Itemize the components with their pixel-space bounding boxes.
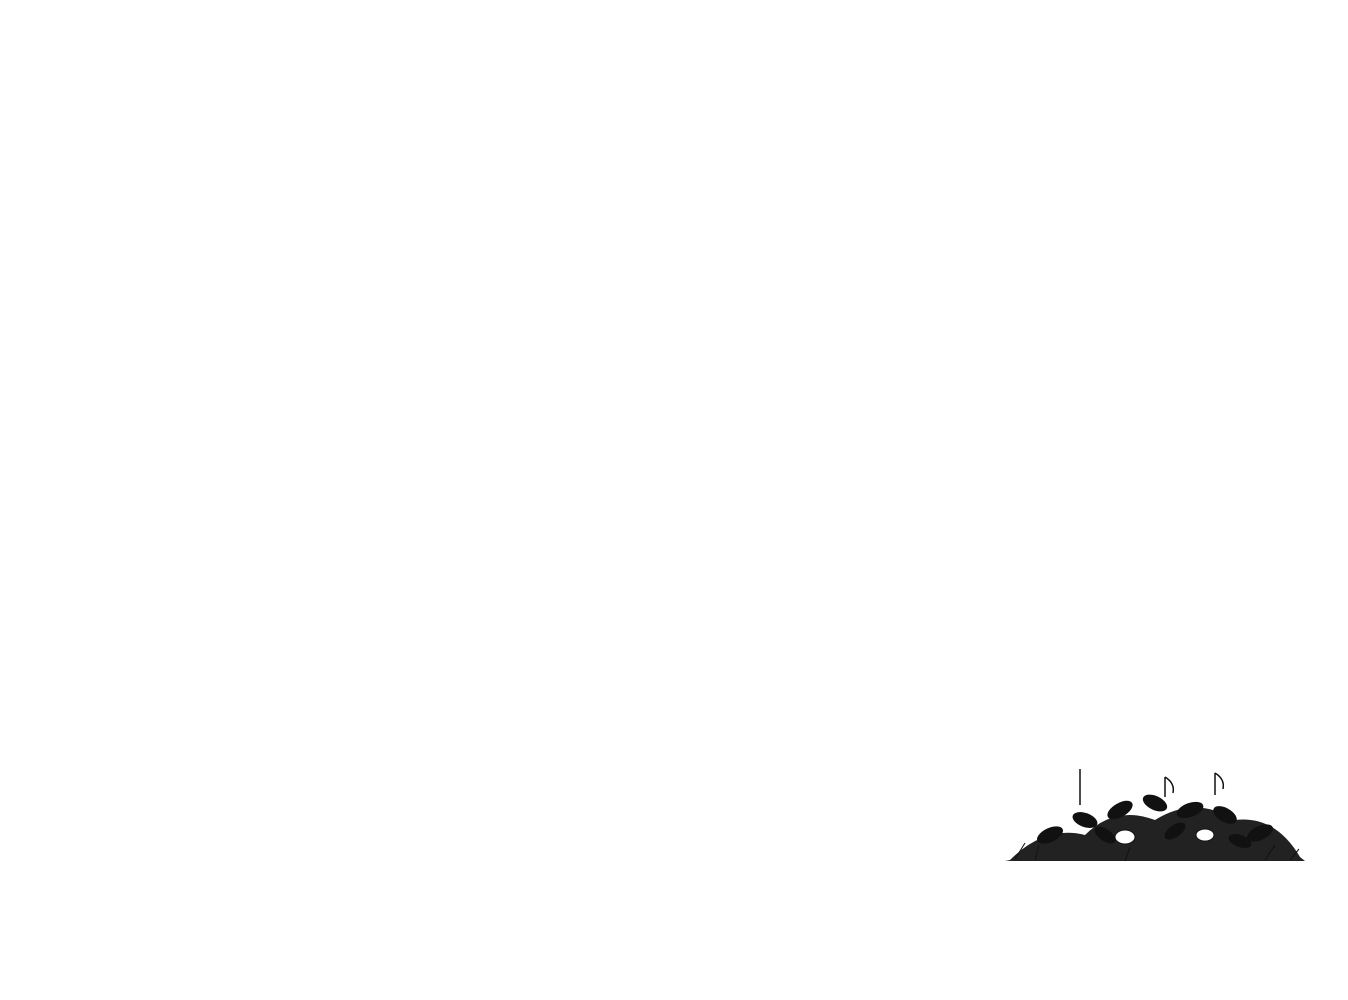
sheet-music-system-4 [28,500,688,590]
music-notes-bush-ornament [1005,765,1305,875]
sheet-music-system-1 [28,196,688,286]
sheet-music-system-2 [28,296,688,386]
sheet-music-system-3 [28,396,688,486]
